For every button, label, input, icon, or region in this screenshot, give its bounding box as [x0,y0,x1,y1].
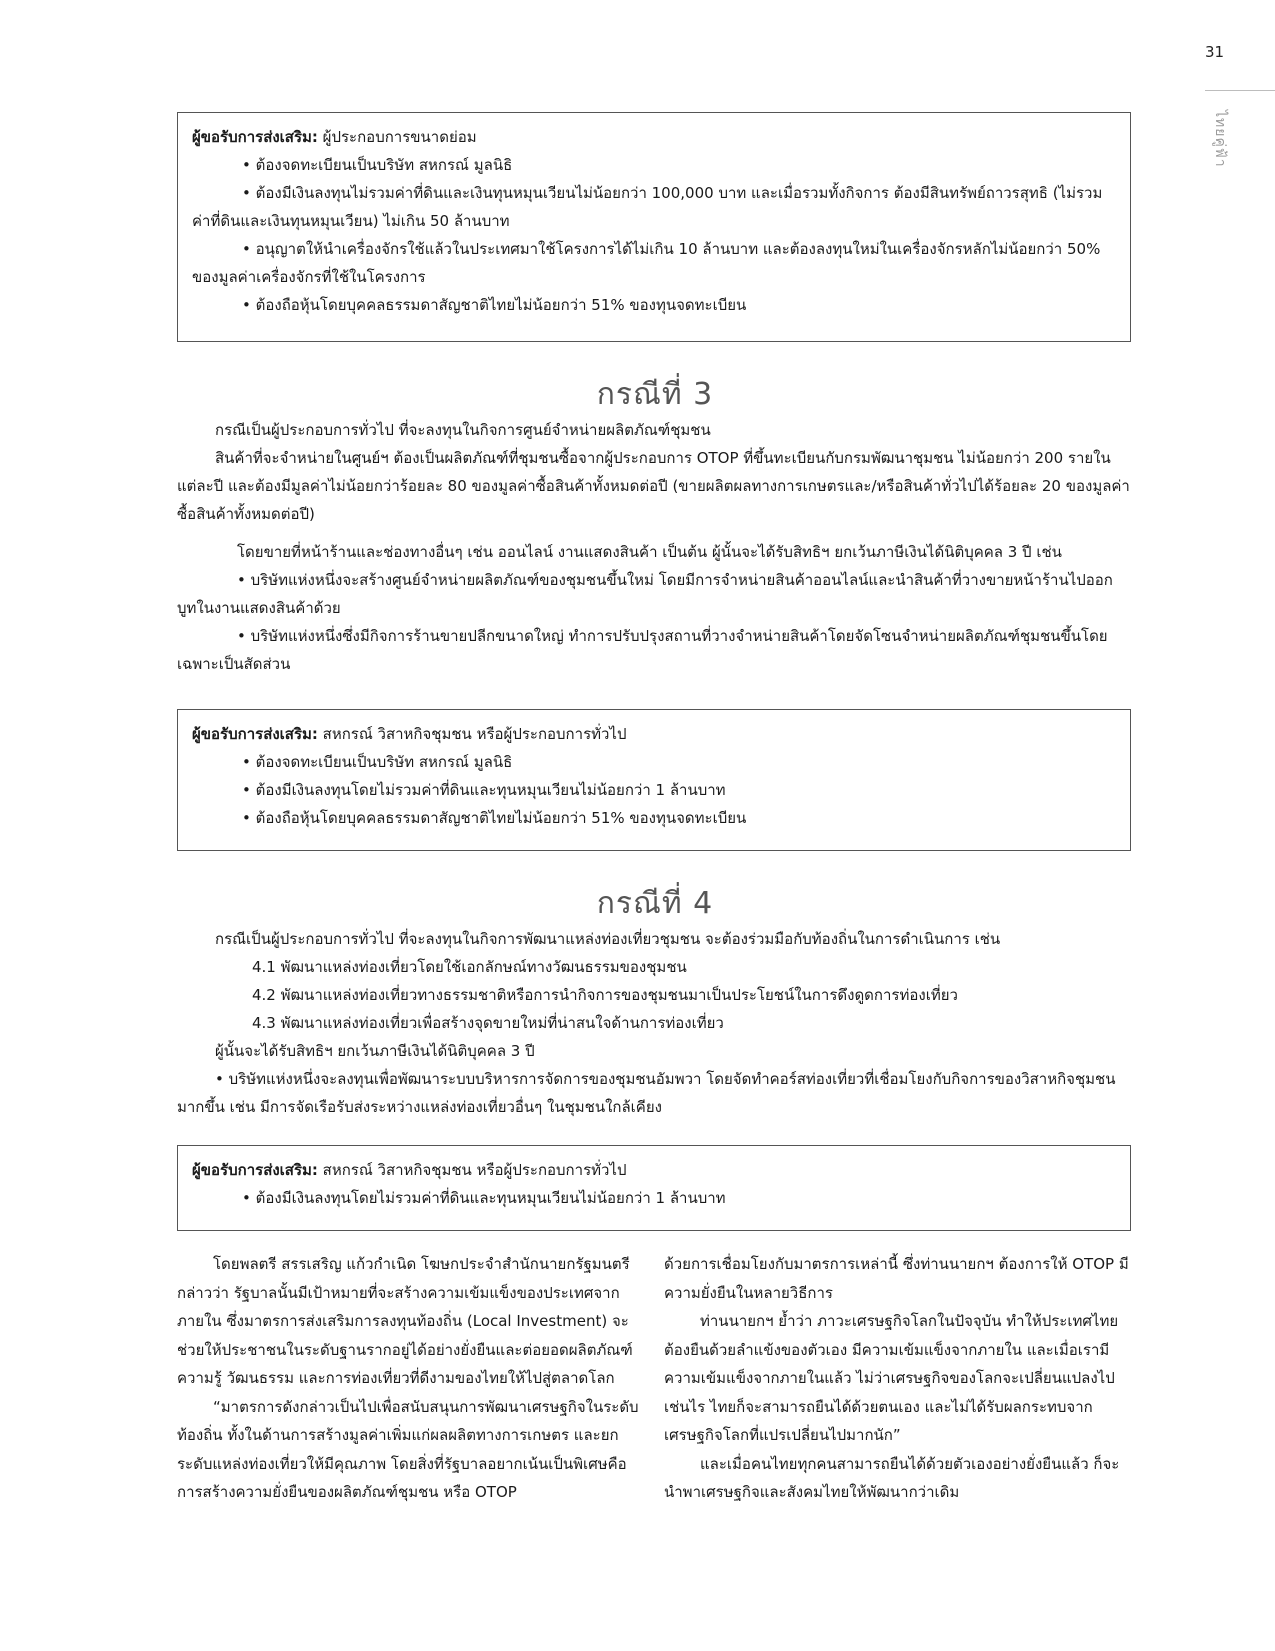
eligibility-item: • ต้องถือหุ้นโดยบุคคลธรรมดาสัญชาติไทยไม่น้อยกว่า 51% ของทุนจดทะเบียน [242,296,747,314]
eligibility-label: ผู้ขอรับการส่งเสริม: [192,128,318,146]
left-column [177,1250,645,1507]
case-4-item: 4.2 พัฒนาแหล่งท่องเที่ยวทางธรรมชาติหรือการนำกิจการของชุมชนมาเป็นประโยชน์ในการดึงดูดการท่องเที่ยว [252,986,958,1004]
case-4-item: 4.3 พัฒนาแหล่งท่องเที่ยวเพื่อสร้างจุดขายใหม่ที่น่าสนใจด้านการท่องเที่ยว [252,1014,724,1032]
eligibility-item: • ต้องมีเงินลงทุนโดยไม่รวมค่าที่ดินและทุนหมุนเวียนไม่น้อยกว่า 1 ล้านบาท [242,781,726,799]
case-4-intro: กรณีเป็นผู้ประกอบการทั่วไป ที่จะลงทุนในกิจการพัฒนาแหล่งท่องเที่ยวชุมชน จะต้องร่วมมือกับท้องถิ่นในการดำเนินการ เช่น [215,930,1001,948]
eligibility-heading [192,123,1116,151]
eligibility-value: ผู้ประกอบการขนาดย่อม [317,128,477,146]
eligibility-box-3 [177,1145,1131,1231]
right-column-paragraph: ด้วยการเชื่อมโยงกับมาตรการเหล่านี้ ซึ่งท่านนายกฯ ต้องการให้ OTOP มีความยั่งยืนในหลายวิธีการ [664,1255,1129,1302]
eligibility-item: • ต้องถือหุ้นโดยบุคคลธรรมดาสัญชาติไทยไม่น้อยกว่า 51% ของทุนจดทะเบียน [242,809,747,827]
case-4-paragraph: ผู้นั้นจะได้รับสิทธิฯ ยกเว้นภาษีเงินได้นิติบุคคล 3 ปี [215,1042,535,1060]
case-3-example: • บริษัทแห่งหนึ่งซึ่งมีกิจการร้านขายปลีกขนาดใหญ่ ทำการปรับปรุงสถานที่วางจำหน่ายสินค้าโดยจัดโซนจำหน่ายผลิตภัณฑ์ชุมชนขึ้นโดยเฉพาะเป็นสัดส่วน [177,627,1108,673]
eligibility-heading [192,1156,1116,1184]
case-3-example: • บริษัทแห่งหนึ่งจะสร้างศูนย์จำหน่ายผลิตภัณฑ์ของชุมชนขึ้นใหม่ โดยมีการจำหน่ายสินค้าออนไลน์และนำสินค้าที่วางขายหน้าร้านไปออกบูทในงานแสดงสินค้าด้วย [177,571,1113,617]
right-column-paragraph: ท่านนายกฯ ย้ำว่า ภาวะเศรษฐกิจโลกในปัจจุบัน ทำให้ประเทศไทยต้องยืนด้วยลำแข้งของตัวเอง มีความเข้มแข็งจากภายใน และเมื่อเรามีความเข้มแข็งจากภายในแล้ว ไม่ว่าเศรษฐกิจของโลกจะเปลี่ยนแปลงไปเช่นไร ไทยก็จะสามารถยืนได้ด้วยตนเอง และไม่ได้รับผลกระทบจากเศรษฐกิจโลกที่แปรเปลี่ยนไปมากนัก” [664,1312,1119,1444]
side-rule [1205,90,1275,91]
eligibility-item: • ต้องจดทะเบียนเป็นบริษัท สหกรณ์ มูลนิธิ [242,753,513,771]
eligibility-box-2 [177,709,1131,851]
eligibility-item: • ต้องมีเงินลงทุนโดยไม่รวมค่าที่ดินและทุนหมุนเวียนไม่น้อยกว่า 1 ล้านบาท [242,1189,726,1207]
case-4-heading: กรณีที่ 4 [596,886,714,921]
eligibility-value: สหกรณ์ วิสาหกิจชุมชน หรือผู้ประกอบการทั่วไป [317,725,627,743]
side-tab-label: ไทยคู่ฟ้า [1212,110,1228,168]
case-4-body [177,925,1131,1121]
page-number: 31 [1205,43,1225,61]
eligibility-heading [192,720,1116,748]
case-3-paragraph: โดยขายที่หน้าร้านและช่องทางอื่นๆ เช่น ออนไลน์ งานแสดงสินค้า เป็นต้น ผู้นั้นจะได้รับสิทธิฯ ยกเว้นภาษีเงินได้นิติบุคคล 3 ปี เช่น [237,543,1062,561]
left-column-quote: “มาตรการดังกล่าวเป็นไปเพื่อสนับสนุนการพัฒนาเศรษฐกิจในระดับท้องถิ่น ทั้งในด้านการสร้างมูลค่าเพิ่มแก่ผลผลิตทางการเกษตร และยกระดับแหล่งท่องเที่ยวให้มีคุณภาพ โดยสิ่งที่รัฐบาลอยากเน้นเป็นพิเศษคือ การสร้างความยั่งยืนของผลิตภัณฑ์ชุมชน หรือ OTOP [177,1397,639,1501]
eligibility-item: • อนุญาตให้นำเครื่องจักรใช้แล้วในประเทศมาใช้โครงการได้ไม่เกิน 10 ล้านบาท และต้องลงทุนใหม่ในเครื่องจักรหลักไม่น้อยกว่า 50% ของมูลค่าเครื่องจักรที่ใช้ในโครงการ [192,240,1101,286]
case-3-heading: กรณีที่ 3 [596,377,714,412]
eligibility-value: สหกรณ์ วิสาหกิจชุมชน หรือผู้ประกอบการทั่วไป [317,1161,627,1179]
case-4-example: • บริษัทแห่งหนึ่งจะลงทุนเพื่อพัฒนาระบบบริหารการจัดการของชุมชนอัมพวา โดยจัดทำคอร์สท่องเที่ยวที่เชื่อมโยงกับกิจการของวิสาหกิจชุมชนมากขึ้น เช่น มีการจัดเรือรับส่งระหว่างแหล่งท่องเที่ยวอื่นๆ ในชุมชนใกล้เคียง [177,1070,1116,1116]
left-column-paragraph: โดยพลตรี สรรเสริญ แก้วกำเนิด โฆษกประจำสำนักนายกรัฐมนตรี กล่าวว่า รัฐบาลนั้นมีเป้าหมายที่จะสร้างความเข้มแข็งของประเทศจากภายใน ซึ่งมาตรการส่งเสริมการลงทุนท้องถิ่น (Local Investment) จะช่วยให้ประชาชนในระดับฐานรากอยู่ได้อย่างยั่งยืนและต่อยอดผลิตภัณฑ์ความรู้ วัฒนธรรม และการท่องเที่ยวที่ดีงามของไทยให้ไปสู่ตลาดโลก [177,1255,633,1387]
case-3-body [177,416,1131,678]
eligibility-box-1 [177,112,1131,342]
eligibility-item: • ต้องจดทะเบียนเป็นบริษัท สหกรณ์ มูลนิธิ [242,156,513,174]
eligibility-label: ผู้ขอรับการส่งเสริม: [192,725,318,743]
eligibility-item: • ต้องมีเงินลงทุนไม่รวมค่าที่ดินและเงินทุนหมุนเวียนไม่น้อยกว่า 100,000 บาท และเมื่อรวมทั้งกิจการ ต้องมีสินทรัพย์ถาวรสุทธิ (ไม่รวมค่าที่ดินและเงินทุนหมุนเวียน) ไม่เกิน 50 ล้านบาท [192,184,1103,230]
case-3-paragraph: สินค้าที่จะจำหน่ายในศูนย์ฯ ต้องเป็นผลิตภัณฑ์ที่ชุมชนซื้อจากผู้ประกอบการ OTOP ที่ขึ้นทะเบียนกับกรมพัฒนาชุมชน ไม่น้อยกว่า 200 รายในแต่ละปี และต้องมีมูลค่าไม่น้อยกว่าร้อยละ 80 ของมูลค่าซื้อสินค้าทั้งหมดต่อปี (ขายผลิตผลทางการเกษตรและ/หรือสินค้าทั่วไปได้ร้อยละ 20 ของมูลค่าซื้อสินค้าทั้งหมดต่อปี) [177,449,1130,523]
case-4-item: 4.1 พัฒนาแหล่งท่องเที่ยวโดยใช้เอกลักษณ์ทางวัฒนธรรมของชุมชน [252,958,687,976]
right-column-paragraph: และเมื่อคนไทยทุกคนสามารถยืนได้ด้วยตัวเองอย่างยั่งยืนแล้ว ก็จะนำพาเศรษฐกิจและสังคมไทยให้พัฒนากว่าเดิม [664,1454,1120,1501]
right-column [664,1250,1132,1507]
eligibility-label: ผู้ขอรับการส่งเสริม: [192,1161,318,1179]
case-3-intro: กรณีเป็นผู้ประกอบการทั่วไป ที่จะลงทุนในกิจการศูนย์จำหน่ายผลิตภัณฑ์ชุมชน [215,421,711,439]
